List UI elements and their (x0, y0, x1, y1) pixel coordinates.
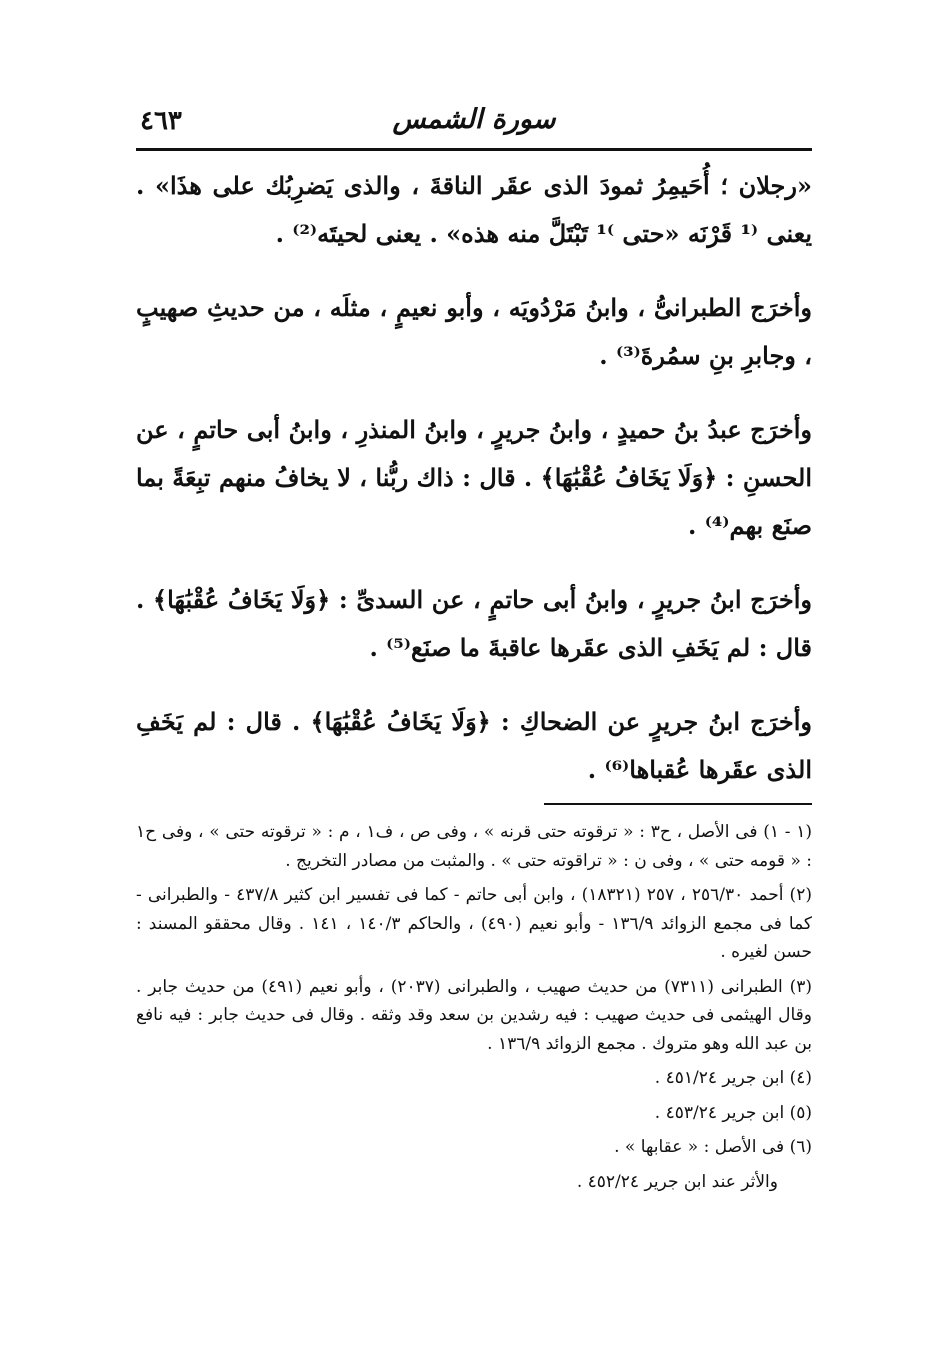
paragraph: وأخرَج الطبرانىُّ ، وابنُ مَرْدُويَه ، وأبو نعيمٍ ، مثلَه ، من حديثِ صهيبٍ ، وجابرِ بنِ سمُرةَ⁽³⁾ . (136, 293, 812, 370)
footnote: (٣) الطبرانى (٧٣١١) من حديث صهيب ، والطبرانى (٢٠٣٧) ، وأبو نعيم (٤٩١) من حديث جابر . وقال الهيثمى فى حديث صهيب : فيه رشدين بن سعد وقد وثقه . وقال فى حديث جابر : فيه نافع بن عبد الله وهو متروك . مجمع الزوائد ١٣٦/٩ . (136, 976, 812, 1054)
page-header (136, 100, 812, 148)
main-text (136, 162, 812, 820)
footnote: (٢) أحمد ٢٥٦/٣٠ ، ٢٥٧ (١٨٣٢١) ، وابن أبى حاتم - كما فى تفسير ابن كثير ٤٣٧/٨ - والطبرانى - كما فى مجمع الزوائد ١٣٦/٩ - وأبو نعيم (٤٩٠) ، والحاكم ١٤٠/٣ ، ١٤١ . وقال محققو المسند : حسن لغيره . (136, 885, 812, 962)
surah-title: سورة الشمس (392, 104, 556, 135)
footnote: (٦) فى الأصل : « عقابها » . (614, 1137, 812, 1157)
paragraph: وأخرَج عبدُ بنُ حميدٍ ، وابنُ جريرٍ ، وابنُ المنذرِ ، وابنُ أبى حاتمٍ ، عن الحسنِ : ﴿وَلَا يَخَافُ عُقْبَٰهَا﴾ . قال : ذاك ربُّنا ، لا يخافُ منهم تبِعَةً بما صنَع بهم⁽⁴⁾ . (136, 415, 813, 540)
footnotes (136, 818, 812, 1202)
footnote: (٥) ابن جرير ٤٥٣/٢٤ . (654, 1102, 812, 1123)
page-number: ٤٦٣ (140, 106, 182, 136)
footnote-rule (544, 803, 812, 805)
paragraph: وأخرَج ابنُ جريرٍ ، وابنُ أبى حاتمٍ ، عن السدىِّ : ﴿وَلَا يَخَافُ عُقْبَٰهَا﴾ . قال : لم يَخَفِ الذى عقَرها عاقبةَ ما صنَع⁽⁵⁾ . (136, 585, 812, 662)
footnote: (٤) ابن جرير ٤٥١/٢٤ . (654, 1068, 812, 1088)
header-rule (136, 148, 812, 151)
paragraph: «رجلان ؛ أُحَيمِرُ ثمودَ الذى عقَر الناقةَ ، والذى يَضرِبُك على هذَا» . يعنى ⁽¹ قَرْنَه «حتى ⁾¹ تَبْتَلَّ منه هذه» . يعنى لحيتَه⁽²⁾ . (136, 171, 812, 248)
footnote: والأثر عند ابن جرير ٤٥٢/٢٤ . (576, 1171, 778, 1192)
footnote: (١ - ١) فى الأصل ، ح٣ : « ترقوته حتى قرنه » ، وفى ص ، ف١ ، م : « ترقوته حتى » ، وفى ح١ : « قومه حتى » ، وفى ن : « تراقوته حتى » . والمثبت من مصادر التخريج . (136, 822, 812, 871)
paragraph: وأخرَج ابنُ جريرٍ عن الضحاكِ : ﴿وَلَا يَخَافُ عُقْبَٰهَا﴾ . قال : لم يَخَفِ الذى عقَرها عُقباها⁽⁶⁾ . (136, 707, 812, 784)
